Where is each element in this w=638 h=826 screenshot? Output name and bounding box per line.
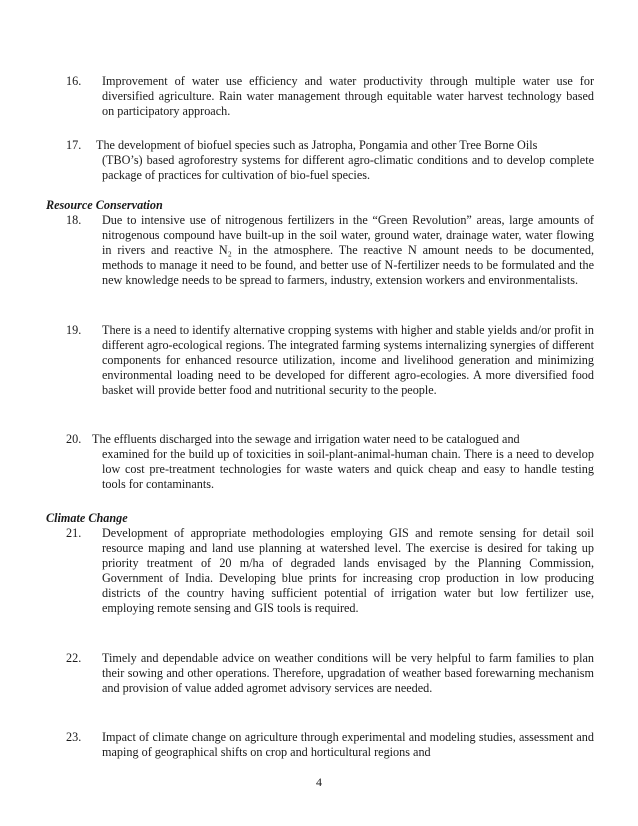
item-text: Due to intensive use of nitrogenous fertilizers in the “Green Revolution” areas, large amounts of nitrogenous compound have built-up in the soil water, ground water, drainage water, water flowing in rivers and reactive N₂ in the atmosphere. The reactive N amount needs to be documented, methods to manage it need to be found, and better use of N-fertilizer needs to be formulated and the new knowledge needs to be spread to farmers, industry, extension workers and environmentalists. [102,213,594,287]
page-number: 4 [316,775,322,789]
section-heading-resource-conservation: Resource Conservation [46,198,163,212]
item-number: 16. [66,74,82,88]
item-number: 21. [66,526,82,540]
item-number: 19. [66,323,82,337]
item-text: (TBO’s) based agroforestry systems for different agro-climatic conditions and to develop complete package of practices for cultivation of bio-fuel species. [102,153,594,182]
item-text: Improvement of water use efficiency and water productivity through multiple water use for diversified agriculture. Rain water management through equitable water harvest technology based on participatory approach. [102,74,594,118]
section-heading-climate-change: Climate Change [46,511,128,525]
item-text: There is a need to identify alternative cropping systems with higher and stable yields and/or profit in different agro-ecological regions. The integrated farming systems internalizing synergies of different components for enhanced resource utilization, income and livelihood generation and minimizing environmental loading need to be developed for different agro-ecologies. A more diversified food basket will provide better food and nutritional security to the people. [102,323,594,397]
item-number: 20. [66,432,82,446]
item-text-lead: The effluents discharged into the sewage and irrigation water need to be catalogued and [92,432,520,446]
item-number: 17. [66,138,82,152]
item-number: 22. [66,651,82,665]
item-text: Timely and dependable advice on weather conditions will be very helpful to farm families to plan their sowing and other operations. Therefore, upgradation of weather based forewarning mechanism and provision of value added agromet advisory services are needed. [102,651,594,695]
item-number: 18. [66,213,82,227]
item-text: Development of appropriate methodologies employing GIS and remote sensing for detail soil resource maping and land use planning at watershed level. The exercise is desired for taking up priority treatment of 20 m/ha of degraded lands envisaged by the Planning Commission, Government of India. Developing blue prints for increasing crop production in low producing districts of the country having sufficient potential of irrigation water but low fertilizer use, employing remote sensing and GIS tools is required. [102,526,594,615]
item-text: Impact of climate change on agriculture through experimental and modeling studies, assessment and maping of geographical shifts on crop and horticultural regions and [102,730,594,759]
item-number: 23. [66,730,82,744]
item-text: examined for the build up of toxicities in soil-plant-animal-human chain. There is a need to develop low cost pre-treatment technologies for waste waters and quick cheap and easy to handle testing tools for contaminants. [102,447,594,491]
item-text-lead: The development of biofuel species such as Jatropha, Pongamia and other Tree Borne Oils [96,138,538,152]
